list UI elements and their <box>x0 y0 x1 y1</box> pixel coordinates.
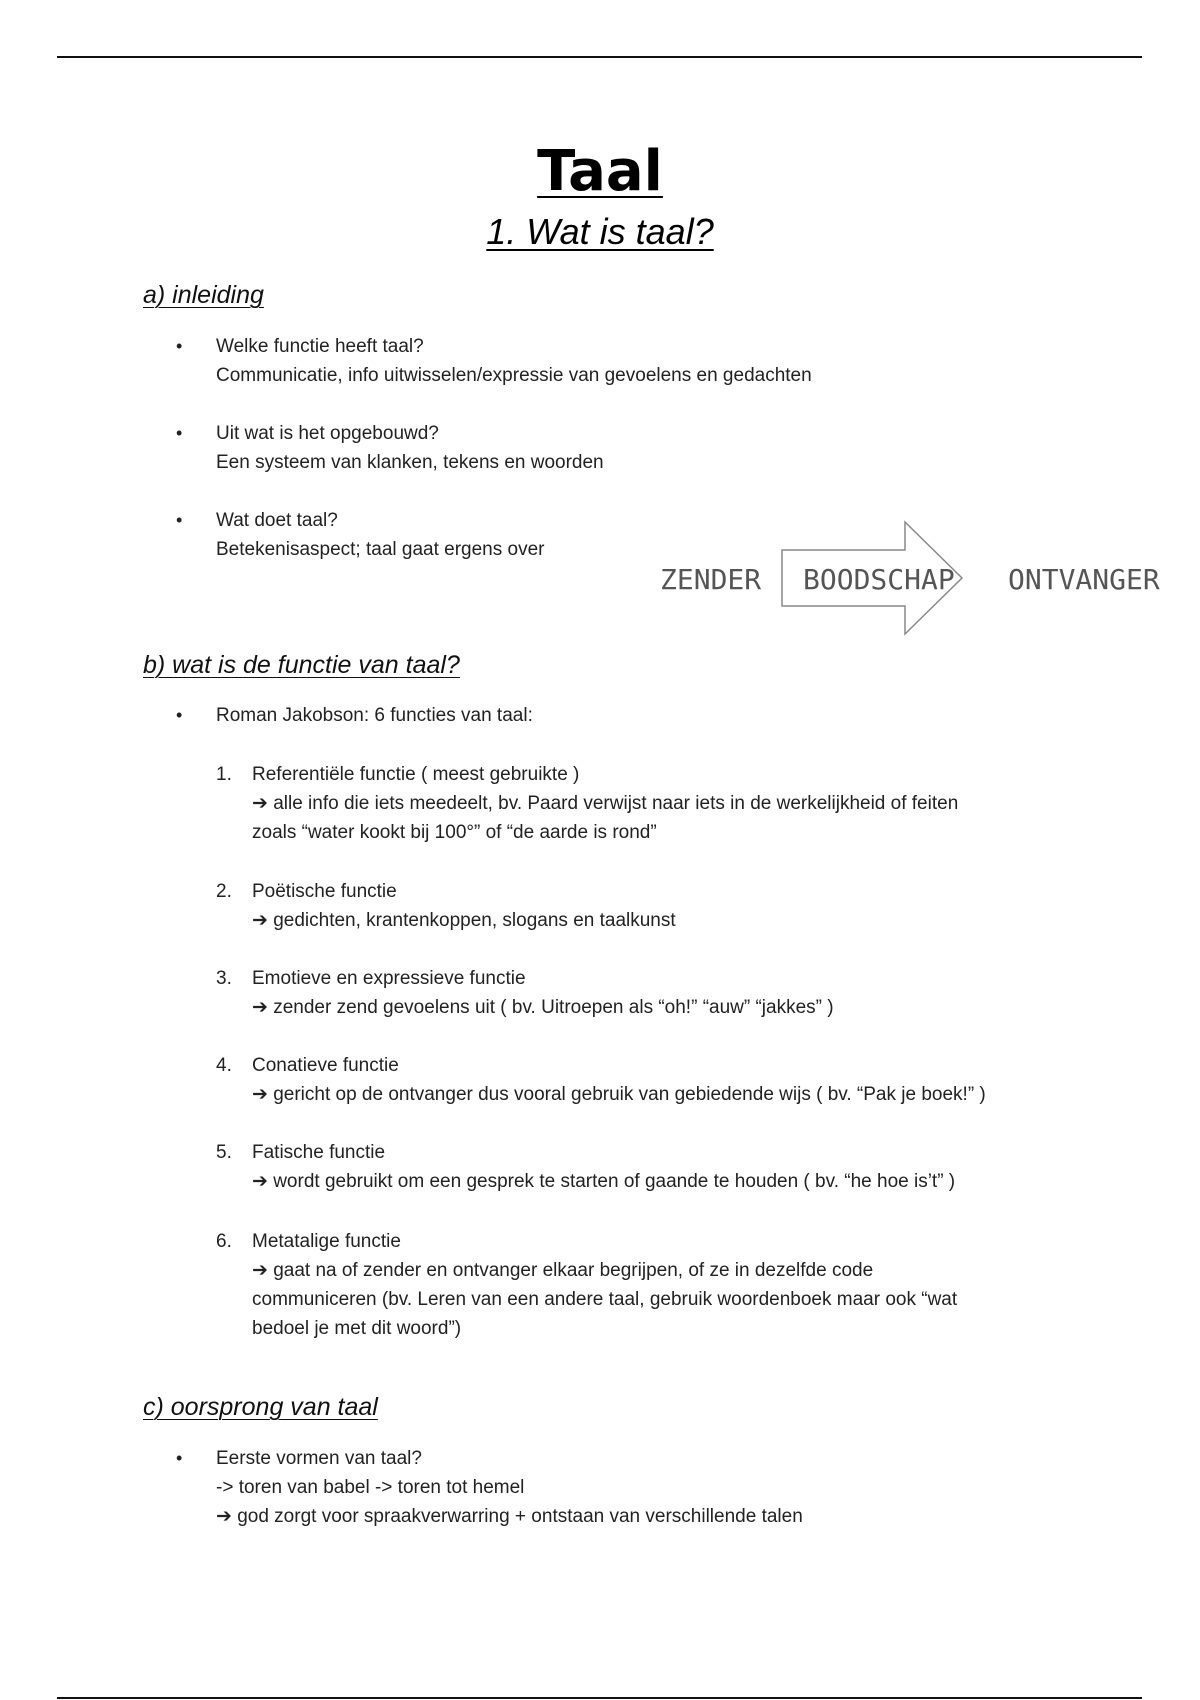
item-title: Poëtische functie <box>252 881 397 902</box>
item-number: 2. <box>216 881 232 902</box>
item-title: Conatieve functie <box>252 1055 399 1076</box>
bullet-dot: • <box>176 336 183 356</box>
bullet-answer: Betekenisaspect; taal gaat ergens over <box>216 539 545 560</box>
item-description: zoals “water kookt bij 100°” of “de aarde is rond” <box>252 822 657 843</box>
page-title: Taal <box>537 139 663 204</box>
item-description: ➔ wordt gebruikt om een gesprek te starten of gaande te houden ( bv. “he hoe is’t” ) <box>252 1171 956 1192</box>
item-description: communiceren (bv. Leren van een andere taal, gebruik woordenboek maar ook “wat <box>252 1289 958 1310</box>
bullet-answer: Een systeem van klanken, tekens en woorden <box>216 452 604 473</box>
header-rule <box>57 56 1142 58</box>
diagram-message: BOODSCHAP <box>803 563 955 596</box>
page-subtitle: 1. Wat is taal? <box>486 211 714 252</box>
bullet-dot: • <box>176 705 183 725</box>
communication-diagram <box>640 518 1160 638</box>
item-description: ➔ alle info die iets meedeelt, bv. Paard verwijst naar iets in de werkelijkheid of feiten <box>252 793 959 814</box>
bullet-answer: Communicatie, info uitwisselen/expressie van gevoelens en gedachten <box>216 365 812 386</box>
bullet-question: Wat doet taal? <box>216 510 338 531</box>
footer-rule <box>57 1697 1142 1699</box>
item-description: ➔ gedichten, krantenkoppen, slogans en taalkunst <box>252 910 676 931</box>
item-number: 6. <box>216 1231 232 1252</box>
bullet-answer: ➔ god zorgt voor spraakverwarring + ontstaan van verschillende talen <box>216 1506 803 1527</box>
item-title: Referentiële functie ( meest gebruikte ) <box>252 764 580 785</box>
section-c-heading: c) oorsprong van taal <box>143 1393 378 1421</box>
item-title: Fatische functie <box>252 1142 386 1163</box>
item-description: ➔ gaat na of zender en ontvanger elkaar begrijpen, of ze in dezelfde code <box>252 1260 874 1281</box>
section-b-heading: b) wat is de functie van taal? <box>143 651 460 679</box>
item-number: 5. <box>216 1142 232 1163</box>
bullet-question: Eerste vormen van taal? <box>216 1448 422 1469</box>
bullet-dot: • <box>176 423 183 443</box>
item-number: 1. <box>216 764 232 785</box>
section-a-heading: a) inleiding <box>143 281 264 309</box>
item-title: Metatalige functie <box>252 1231 401 1252</box>
bullet-dot: • <box>176 510 183 530</box>
item-description: bedoel je met dit woord”) <box>252 1318 462 1339</box>
bullet-dot: • <box>176 1448 183 1468</box>
item-number: 3. <box>216 968 232 989</box>
bullet-intro: Roman Jakobson: 6 functies van taal: <box>216 705 533 726</box>
bullet-question: Welke functie heeft taal? <box>216 336 424 357</box>
item-number: 4. <box>216 1055 232 1076</box>
bullet-question: Uit wat is het opgebouwd? <box>216 423 439 444</box>
item-description: ➔ zender zend gevoelens uit ( bv. Uitroepen als “oh!” “auw” “jakkes” ) <box>252 997 834 1018</box>
diagram-receiver: ONTVANGER <box>1008 563 1160 596</box>
diagram-sender: ZENDER <box>660 563 762 596</box>
item-description: ➔ gericht op de ontvanger dus vooral gebruik van gebiedende wijs ( bv. “Pak je boek!” ) <box>252 1084 986 1105</box>
bullet-answer: -> toren van babel -> toren tot hemel <box>216 1477 525 1498</box>
item-title: Emotieve en expressieve functie <box>252 968 526 989</box>
